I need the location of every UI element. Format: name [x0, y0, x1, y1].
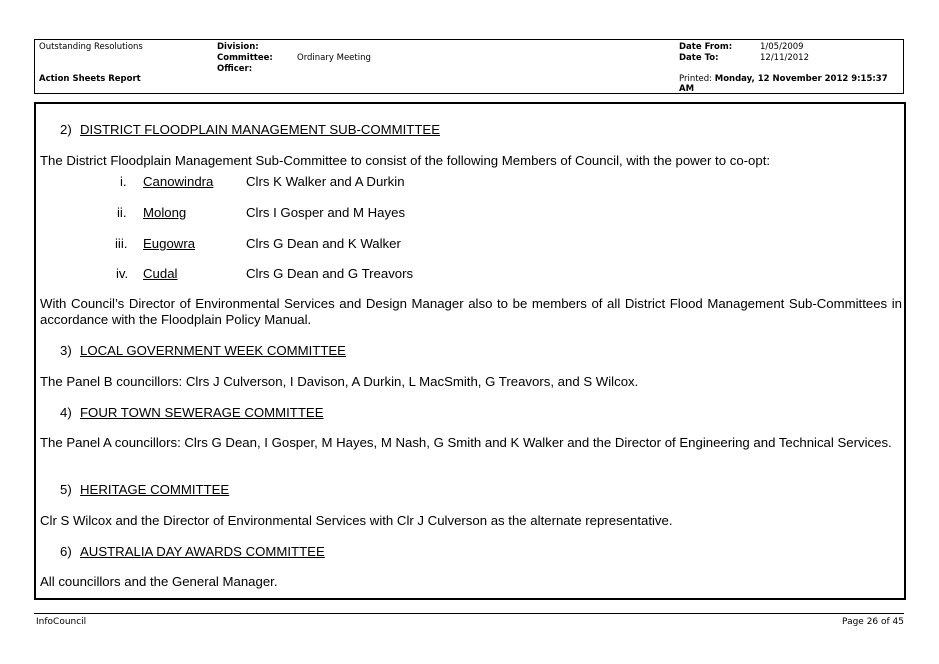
section-2-title: DISTRICT FLOODPLAIN MANAGEMENT SUB-COMMITTEE [80, 122, 441, 137]
section-3-title: LOCAL GOVERNMENT WEEK COMMITTEE [80, 343, 346, 358]
printed-line [679, 74, 888, 85]
report-name: Outstanding Resolutions [39, 42, 143, 52]
list-item-members: Clrs I Gosper and M Hayes [246, 205, 406, 220]
section-2-number: 2) [60, 122, 72, 137]
section-2-intro: The District Floodplain Management Sub-Committee to consist of the following Members of Council, with the power to co-opt: [40, 153, 771, 168]
section-4-number: 4) [60, 405, 72, 420]
report-header [34, 39, 904, 94]
section-5-number: 5) [60, 482, 72, 497]
footer-app-name: InfoCouncil [36, 617, 87, 627]
printed-value-cont: AM [679, 84, 695, 94]
printed-label: Printed: [679, 74, 713, 84]
list-item-members: Clrs K Walker and A Durkin [246, 174, 405, 189]
list-item-place: Molong [143, 205, 187, 220]
section-3-number: 3) [60, 343, 72, 358]
list-item-number: i. [120, 174, 127, 189]
printed-value: Monday, 12 November 2012 9:15:37 [714, 74, 888, 84]
list-item-place: Eugowra [143, 236, 196, 251]
section-6-title: AUSTRALIA DAY AWARDS COMMITTEE [80, 544, 325, 559]
report-type: Action Sheets Report [39, 74, 141, 84]
section-3-text: The Panel B councillors: Clrs J Culverson, I Davison, A Durkin, L MacSmith, G Treavors, and S Wilcox. [40, 374, 639, 389]
committee-value: Ordinary Meeting [297, 53, 371, 63]
list-item-number: iii. [115, 236, 128, 251]
date-to-value: 12/11/2012 [760, 53, 809, 63]
section-5-title: HERITAGE COMMITTEE [80, 482, 230, 497]
list-item-members: Clrs G Dean and K Walker [246, 236, 401, 251]
section-6-number: 6) [60, 544, 72, 559]
committee-label: Committee: [217, 53, 273, 63]
date-from-label: Date From: [679, 42, 733, 52]
section-4-text: The Panel A councillors: Clrs G Dean, I Gosper, M Hayes, M Nash, G Smith and K Walker and the Director of Engineering and Technical Services. [40, 435, 892, 450]
section-2-note: With Council’s Director of Environmental Services and Design Manager also to be members of all District Flood Management Sub-Committees in accordance with the Floodplain Policy Manual. [40, 296, 902, 327]
section-6-text: All councillors and the General Manager. [40, 574, 278, 589]
list-item-place: Canowindra [143, 174, 214, 189]
list-item-place: Cudal [143, 266, 178, 281]
date-to-label: Date To: [679, 53, 719, 63]
section-5-text: Clr S Wilcox and the Director of Environmental Services with Clr J Culverson as the alternate representative. [40, 513, 673, 528]
list-item-members: Clrs G Dean and G Treavors [246, 266, 414, 281]
date-from-value: 1/05/2009 [760, 42, 804, 52]
resolution-body [34, 102, 906, 600]
footer-divider [34, 613, 904, 614]
section-4-title: FOUR TOWN SEWERAGE COMMITTEE [80, 405, 324, 420]
division-label: Division: [217, 42, 259, 52]
list-item-number: ii. [117, 205, 127, 220]
page-number: Page 26 of 45 [842, 617, 904, 627]
officer-label: Officer: [217, 64, 253, 74]
list-item-number: iv. [116, 266, 129, 281]
